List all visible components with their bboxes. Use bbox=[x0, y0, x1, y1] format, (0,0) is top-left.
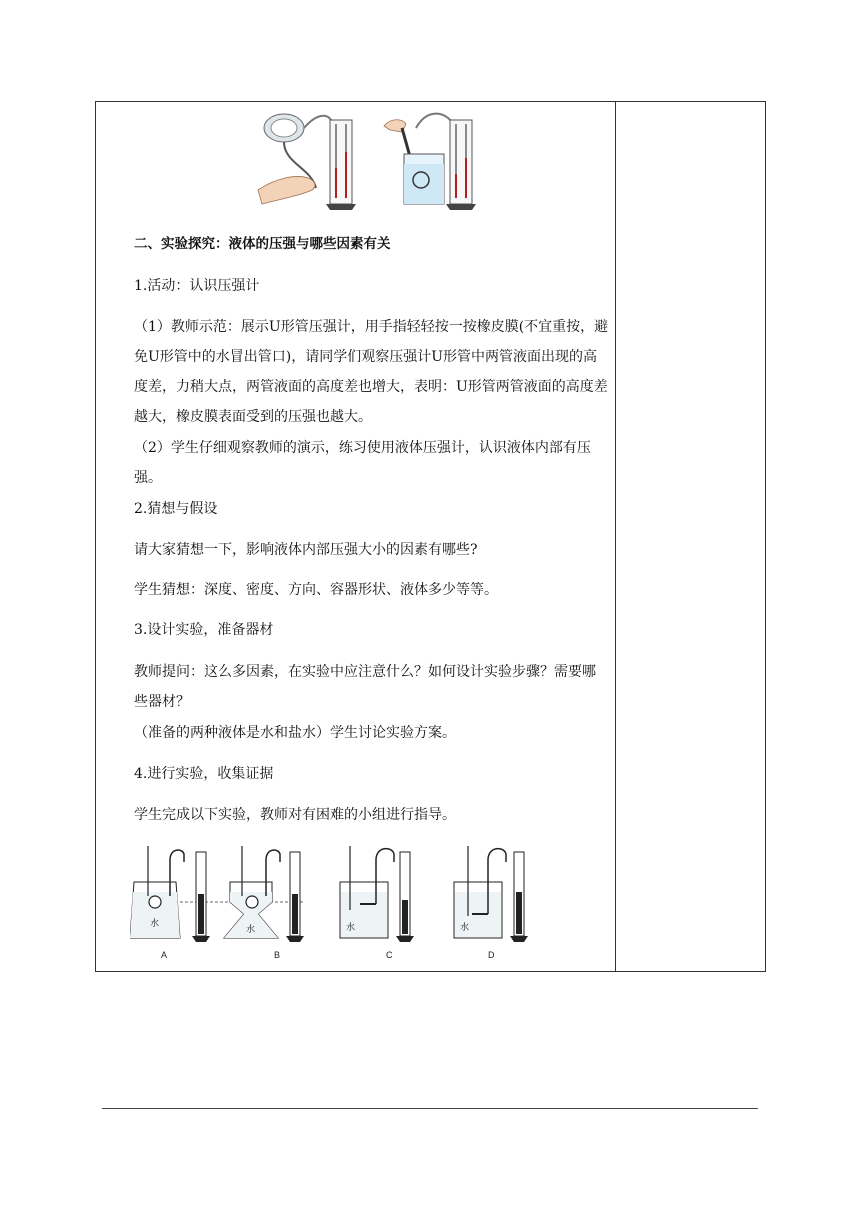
label-water-d: 水 bbox=[460, 922, 470, 932]
paragraph-student-practice: （2）学生仔细观察教师的演示，练习使用液体压强计，认识液体内部有压强。 bbox=[134, 440, 591, 486]
experiment-figure bbox=[130, 840, 546, 964]
column-divider bbox=[615, 102, 616, 971]
paragraph-hypothesis-prompt: 请大家猜想一下，影响液体内部压强大小的因素有哪些? bbox=[134, 542, 478, 558]
paragraph-teacher-demo: （1）教师示范：展示U形管压强计，用手指轻轻按一按橡皮膜(不宜重按，避免U形管中的水冒出管口)，请同学们观察压强计U形管中两管液面出现的高度差，力稍大点，两管液面的高度差也增大，表明：U形管两管液面的高度差越大，橡皮膜表面受到的压强也越大。 bbox=[134, 319, 609, 425]
setup-d bbox=[454, 846, 528, 960]
label-a: A bbox=[161, 950, 168, 960]
section-title: 二、实验探究：液体的压强与哪些因素有关 bbox=[134, 236, 391, 252]
setup-b bbox=[224, 846, 304, 960]
paragraph-hypothesis-heading: 2.猜想与假设 bbox=[134, 501, 218, 517]
label-d: D bbox=[488, 950, 495, 960]
label-water-b: 水 bbox=[246, 924, 256, 934]
paragraph-student-task: 学生完成以下实验，教师对有困难的小组进行指导。 bbox=[134, 807, 456, 823]
lesson-table bbox=[95, 101, 766, 972]
label-c: C bbox=[386, 950, 393, 960]
label-b: B bbox=[274, 950, 281, 960]
paragraph-student-guess: 学生猜想：深度、密度、方向、容器形状、液体多少等等。 bbox=[134, 582, 498, 598]
label-water-a: 水 bbox=[150, 918, 160, 928]
content-cell bbox=[96, 102, 615, 971]
label-water-c: 水 bbox=[346, 922, 356, 932]
paragraph-liquids: （准备的两种液体是水和盐水）学生讨论实验方案。 bbox=[134, 725, 456, 741]
paragraph-experiment-heading: 4.进行实验，收集证据 bbox=[134, 766, 274, 782]
paragraph-teacher-question: 教师提问：这么多因素，在实验中应注意什么？如何设计实验步骤？需要哪些器材？ bbox=[134, 664, 596, 710]
setup-c bbox=[340, 846, 414, 960]
setup-a bbox=[130, 846, 210, 960]
paragraph-activity: 1.活动：认识压强计 bbox=[134, 278, 260, 294]
footer-divider bbox=[102, 1108, 758, 1109]
pressure-gauge-illustration bbox=[256, 108, 516, 214]
paragraph-design-heading: 3.设计实验，准备器材 bbox=[134, 622, 274, 638]
